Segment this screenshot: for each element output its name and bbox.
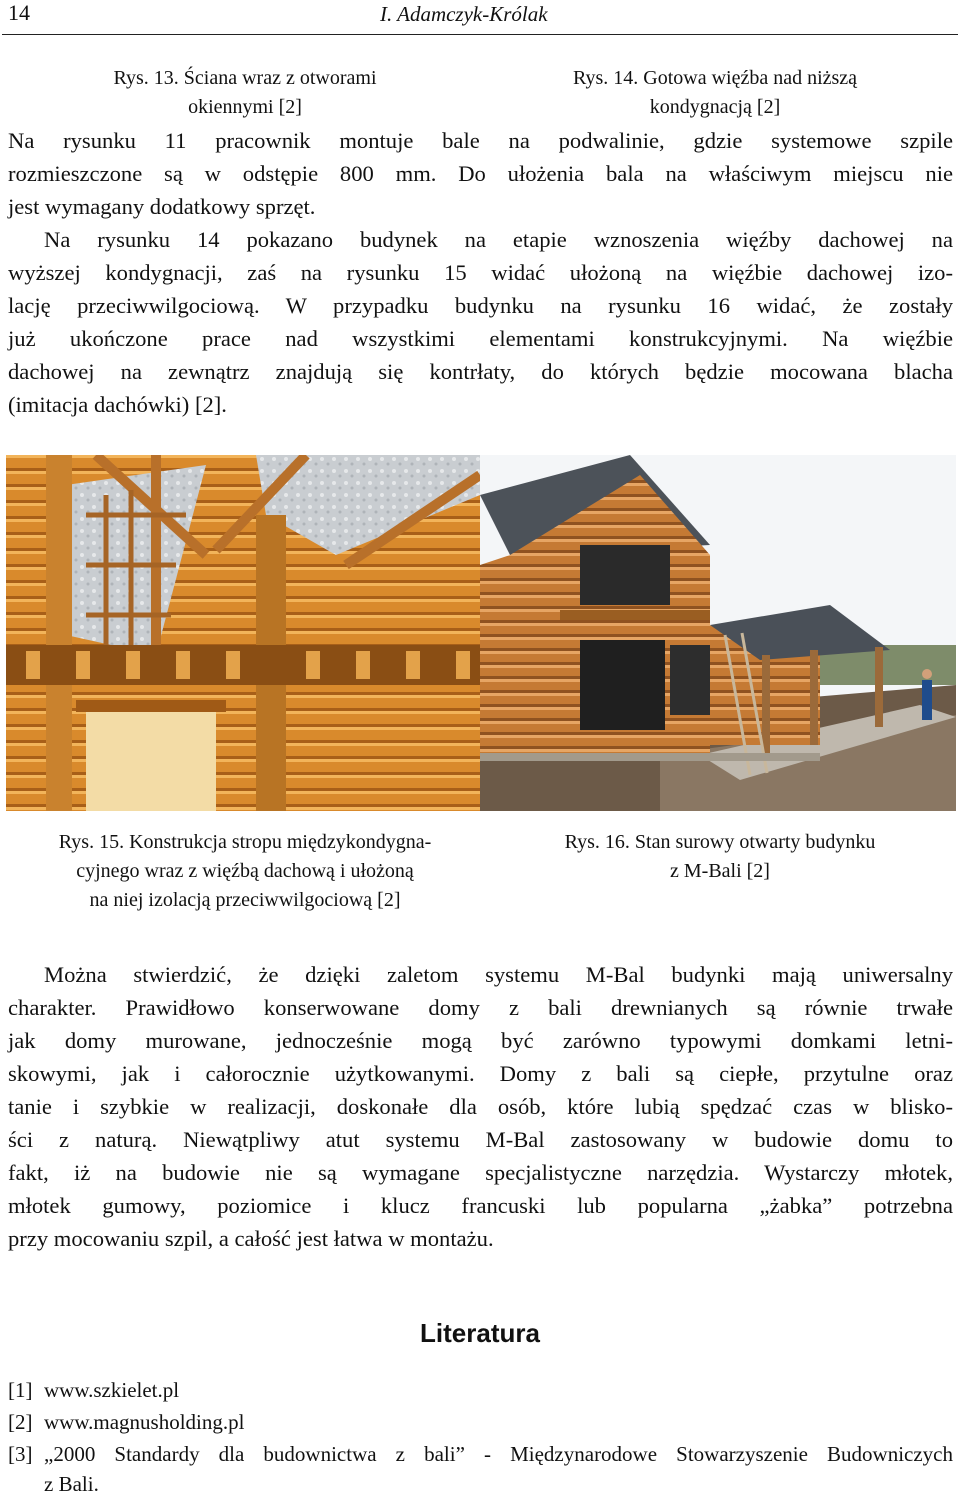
reference-3-text: „2000 Standardy dla budownictwa z bali” - Międzynarodowe Stowarzyszenie Budowniczych xyxy=(44,1442,953,1466)
p3-line9: przy mocowaniu szpil, a całość jest łatwa w montażu. xyxy=(8,1226,494,1251)
p1-line3: jest wymagany dodatkowy sprzęt. xyxy=(8,194,316,219)
caption-fig16-line2: z M-Bali [2] xyxy=(670,860,770,882)
caption-fig16-line1: Rys. 16. Stan surowy otwarty budynku xyxy=(564,831,876,853)
caption-fig13-line1: Rys. 13. Ściana wraz z otworami xyxy=(113,67,377,89)
p3-line4: skowymi, jak i całorocznie użytkowanymi. Domy z bali są ciepłe, przytulne oraz xyxy=(8,1061,953,1086)
paragraph-1 xyxy=(8,124,953,223)
reference-2-link[interactable]: www.magnusholding.pl xyxy=(44,1410,245,1434)
p2-line3: lację przeciwwilgociową. W przypadku budynku na rysunku 16 widać, że zostały xyxy=(8,293,953,318)
p1-line2: rozmieszczone są w odstępie 800 mm. Do ułożenia bala na właściwym miejscu nie xyxy=(8,161,953,186)
literature-title: Literatura xyxy=(420,1318,540,1348)
paragraph-3 xyxy=(8,958,953,1255)
caption-fig14 xyxy=(530,64,900,122)
caption-fig15 xyxy=(20,828,470,915)
p3-line5: tanie i szybkie w realizacji, doskonałe dla osób, które lubią spędzać czas w blisko- xyxy=(8,1094,953,1119)
reference-1-link[interactable]: www.szkielet.pl xyxy=(44,1378,180,1402)
reference-3-number: [3] xyxy=(8,1442,33,1466)
caption-fig16 xyxy=(510,828,930,886)
paragraph-2 xyxy=(8,223,953,421)
photo-fig16-exterior xyxy=(480,455,956,811)
p2-line2: wyższej kondygnacji, zaś na rysunku 15 widać ułożoną na więźbie dachowej izo- xyxy=(8,260,953,285)
p3-line8: młotek gumowy, poziomice i klucz francuski lub popularna „żabka” potrzebna xyxy=(8,1193,953,1218)
caption-fig13 xyxy=(60,64,430,122)
caption-fig15-line1: Rys. 15. Konstrukcja stropu międzykondygna- xyxy=(58,831,432,853)
caption-fig15-line3: na niej izolacją przeciwwilgociową [2] xyxy=(89,889,401,911)
p2-line4: już ukończone prace nad wszystkimi elementami konstrukcyjnymi. Na więźbie xyxy=(8,326,953,351)
caption-fig15-line2: cyjnego wraz z więźbą dachową i ułożoną xyxy=(76,860,414,882)
p2-line1: Na rysunku 14 pokazano budynek na etapie wznoszenia więźby dachowej na xyxy=(44,227,953,252)
caption-fig14-line2: kondygnacją [2] xyxy=(649,96,781,118)
p3-line3: jak domy murowane, jednocześnie mogą być zarówno typowymi domkami letni- xyxy=(8,1028,953,1053)
p3-line2: charakter. Prawidłowo konserwowane domy z bali drewnianych są równie trwałe xyxy=(8,995,953,1020)
p3-line1: Można stwierdzić, że dzięki zaletom systemu M-Bal budynki mają uniwersalny xyxy=(44,962,953,987)
p3-line7: fakt, iż na budowie nie są wymagane specjalistyczne narzędzia. Wystarczy młotek, xyxy=(8,1160,953,1185)
photo-fig15-interior xyxy=(6,455,480,811)
reference-3 xyxy=(8,1438,953,1470)
page-number: 14 xyxy=(8,0,30,25)
reference-3-continuation: z Bali. xyxy=(44,1472,99,1496)
caption-fig14-line1: Rys. 14. Gotowa więźba nad niższą xyxy=(572,67,858,89)
p2-line5: dachowej na zewnątrz znajdują się kontrłaty, do których będzie mocowana blacha xyxy=(8,359,953,384)
reference-2-number: [2] xyxy=(8,1410,33,1434)
p1-line1: Na rysunku 11 pracownik montuje bale na podwalinie, gdzie systemowe szpile xyxy=(8,128,953,153)
header-rule xyxy=(2,34,958,35)
reference-1 xyxy=(8,1374,953,1406)
reference-2 xyxy=(8,1406,953,1438)
p3-line6: ści z naturą. Niewątpliwy atut systemu M-Bal zastosowany w budowie domu to xyxy=(8,1127,953,1152)
reference-1-number: [1] xyxy=(8,1378,33,1402)
running-head: I. Adamczyk-Królak xyxy=(380,2,548,26)
caption-fig13-line2: okiennymi [2] xyxy=(188,96,302,118)
p2-line6: (imitacja dachówki) [2]. xyxy=(8,392,227,417)
